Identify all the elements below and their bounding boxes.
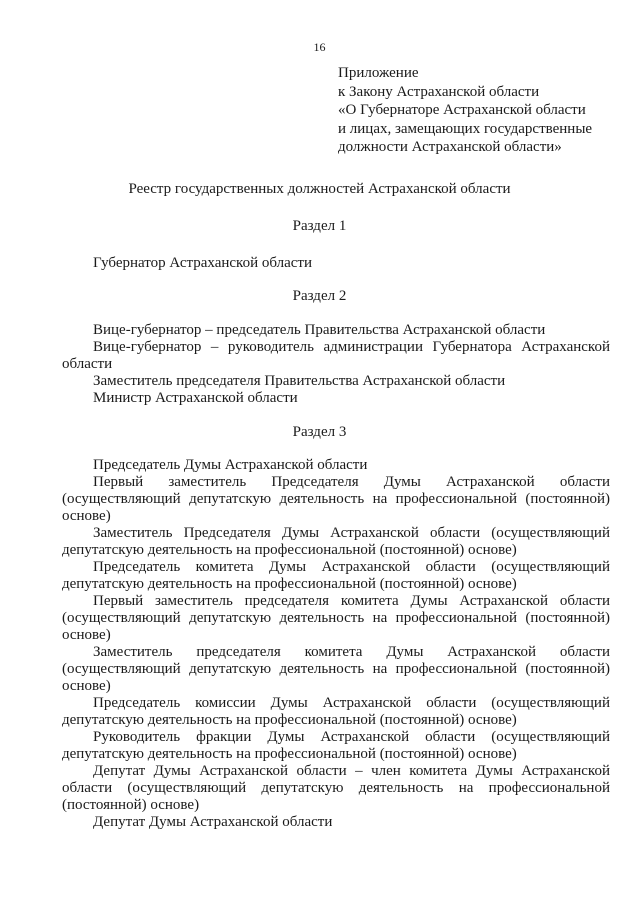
section-1-entries [62, 255, 610, 272]
section-3-heading: Раздел 3 [292, 424, 347, 440]
section-1-heading: Раздел 1 [292, 218, 347, 234]
position-entry: Вице-губернатор – председатель Правительства Астраханской области [93, 322, 546, 338]
position-entry: Председатель Думы Астраханской области [93, 457, 368, 473]
position-entry: Председатель комиссии Думы Астраханской области (осуществляющий депутатскую деятельность на профессиональной (постоянной) основе) [62, 695, 610, 728]
registry-title: Реестр государственных должностей Астраханской области [128, 181, 511, 197]
position-entry: Заместитель председателя Правительства Астраханской области [93, 373, 506, 389]
appendix-block [338, 64, 628, 157]
position-entry: Заместитель председателя комитета Думы Астраханской области (осуществляющий депутатскую деятельность на профессиональной (постоянной) основе) [62, 644, 610, 694]
position-entry: Депутат Думы Астраханской области – член комитета Думы Астраханской области (осуществляющий депутатскую деятельность на профессиональной (постоянной) основе) [62, 763, 610, 813]
position-entry: Заместитель Председателя Думы Астраханской области (осуществляющий депутатскую деятельность на профессиональной (постоянной) основе) [62, 525, 610, 558]
appendix-line: к Закону Астраханской области [338, 83, 540, 100]
page-number: 16 [313, 40, 326, 54]
appendix-line: должности Астраханской области» [338, 139, 562, 155]
appendix-line: «О Губернаторе Астраханской области [338, 102, 586, 118]
position-entry: Председатель комитета Думы Астраханской области (осуществляющий депутатскую деятельность на профессиональной (постоянной) основе) [62, 559, 610, 592]
position-entry: Депутат Думы Астраханской области [93, 814, 333, 830]
section-3-entries [62, 457, 610, 831]
appendix-line: Приложение [338, 65, 419, 81]
position-entry: Вице-губернатор – руководитель администрации Губернатора Астраханской области [62, 339, 610, 372]
position-entry: Первый заместитель Председателя Думы Астраханской области (осуществляющий депутатскую деятельность на профессиональной (постоянной) основе) [62, 474, 610, 524]
section-2-entries [62, 322, 610, 407]
section-2-heading: Раздел 2 [292, 288, 347, 304]
position-entry: Первый заместитель председателя комитета Думы Астраханской области (осуществляющий депутатскую деятельность на профессиональной (постоянной) основе) [62, 593, 610, 643]
appendix-line: и лицах, замещающих государственные [338, 120, 593, 137]
position-entry: Министр Астраханской области [93, 390, 298, 406]
position-entry: Губернатор Астраханской области [93, 255, 313, 271]
position-entry: Руководитель фракции Думы Астраханской области (осуществляющий депутатскую деятельность на профессиональной (постоянной) основе) [62, 729, 610, 762]
